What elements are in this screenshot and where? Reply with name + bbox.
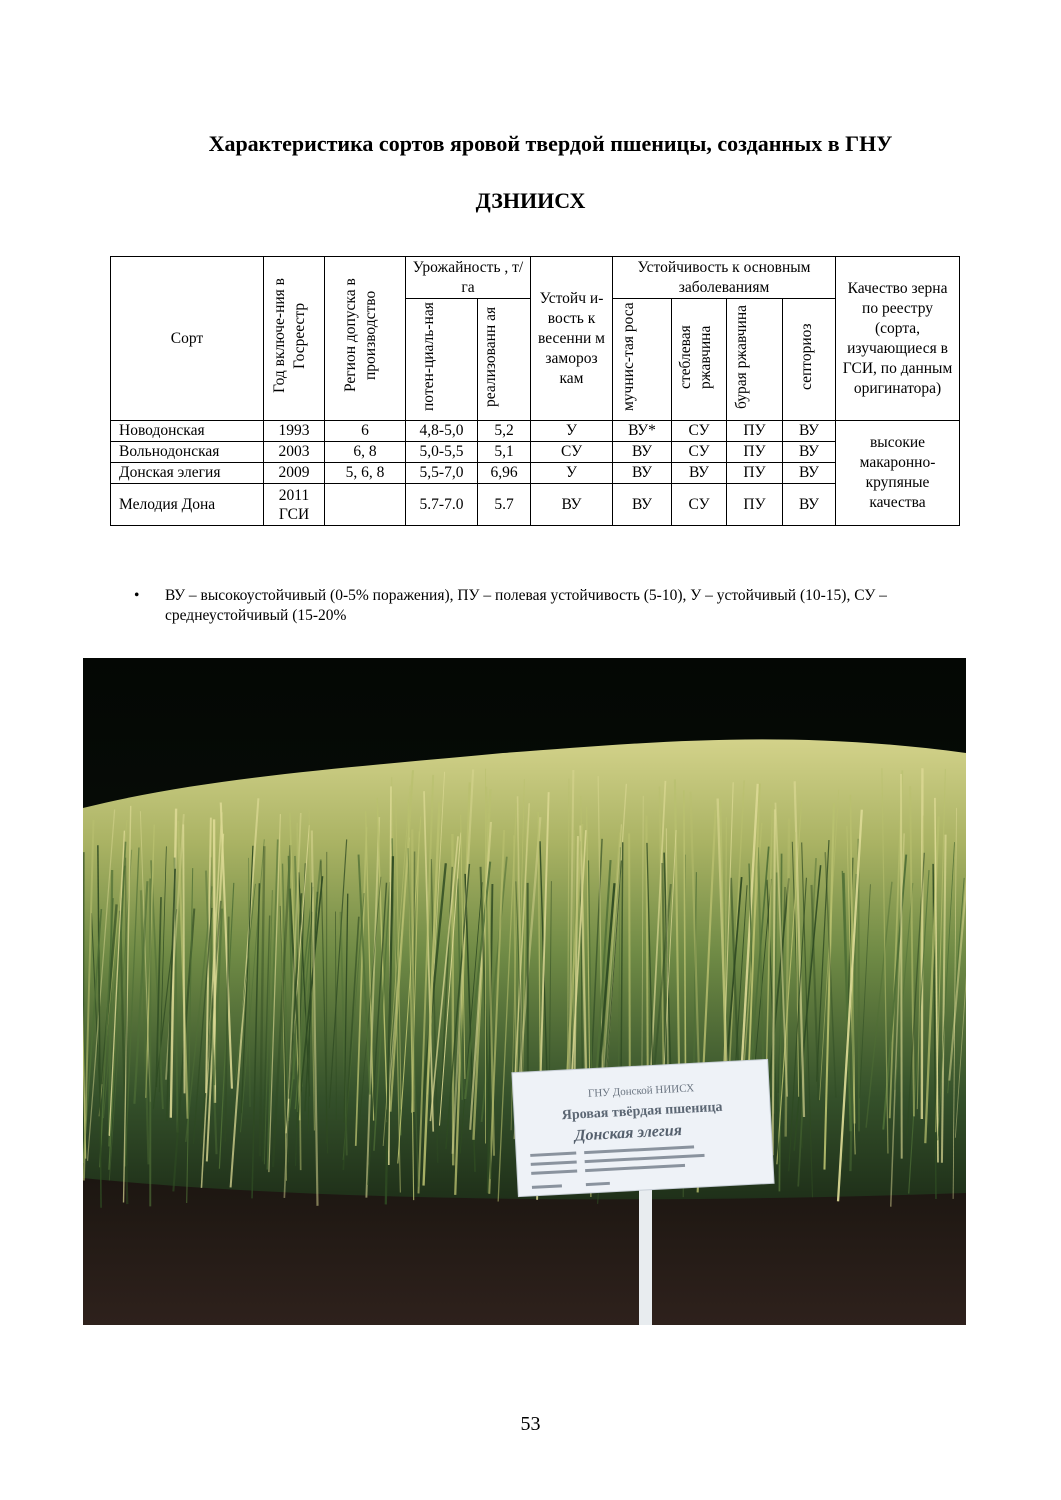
- document-title-institute: ДЗНИИСХ: [475, 188, 586, 213]
- header-variety: Сорт: [111, 257, 264, 421]
- septoria-cell: ВУ: [783, 463, 836, 484]
- header-yield-realized: реализованн ая: [478, 299, 531, 421]
- variety-name: Новодонская: [111, 421, 264, 442]
- yield-realized-cell: 5,2: [478, 421, 531, 442]
- variety-name: Донская элегия: [111, 463, 264, 484]
- sign-crop: Яровая твёрдая пшеница: [561, 1099, 723, 1124]
- sign-institute: ГНУ Донской НИИСХ: [587, 1082, 695, 1100]
- header-powdery-mildew: мучнис-тая роса: [613, 299, 672, 421]
- quality-cell: высокие макаронно-крупяные качества: [836, 421, 960, 526]
- region-cell: [325, 484, 406, 526]
- wheat-stalk: [922, 768, 923, 1119]
- legend-text: ВУ – высокоустойчивый (0-5% поражения), ПУ – полевая устойчивость (5-10), У – устойчивый (10-15), СУ – среднеустойчивый (15-20%: [165, 587, 887, 624]
- soil: [83, 1178, 966, 1325]
- brown-rust-cell: ПУ: [727, 484, 783, 526]
- year-cell: 2003: [264, 442, 325, 463]
- stem-rust-cell: СУ: [672, 442, 727, 463]
- header-septoria: септориоз: [783, 299, 836, 421]
- yield-potential-cell: 5.7-7.0: [406, 484, 478, 526]
- frost-cell: СУ: [531, 442, 613, 463]
- header-brown-rust: бурая ржавчина: [727, 299, 783, 421]
- mildew-cell: ВУ*: [613, 421, 672, 442]
- year-cell: [264, 484, 325, 526]
- bullet-icon: •: [134, 587, 140, 604]
- stem-rust-cell: ВУ: [672, 463, 727, 484]
- sign-variety: Донская элегия: [574, 1121, 683, 1145]
- table-row: [111, 484, 960, 526]
- brown-rust-cell: ПУ: [727, 421, 783, 442]
- yield-potential-cell: 4,8-5,0: [406, 421, 478, 442]
- yield-realized-cell: 5.7: [478, 484, 531, 526]
- table-row: [111, 421, 960, 442]
- header-disease-resistance: Устойчивость к основным заболеваниям: [613, 257, 836, 299]
- wheat-field-photo: [83, 658, 966, 1325]
- yield-potential-cell: 5,0-5,5: [406, 442, 478, 463]
- header-yield-potential: потен-циаль-ная: [406, 299, 478, 421]
- header-year: Год включе-ния в Госреестр: [264, 257, 325, 421]
- mildew-cell: ВУ: [613, 463, 672, 484]
- header-grain-quality: Качество зерна по реестру (сорта, изучающиеся в ГСИ, по данным оригинатора): [836, 257, 960, 421]
- table-row: [111, 463, 960, 484]
- brown-rust-cell: ПУ: [727, 442, 783, 463]
- year-value: 2011: [278, 486, 310, 504]
- yield-realized-cell: 5,1: [478, 442, 531, 463]
- frost-cell: У: [531, 421, 613, 442]
- varieties-table: [110, 256, 960, 526]
- year-cell: 2009: [264, 463, 325, 484]
- mildew-cell: ВУ: [613, 484, 672, 526]
- header-frost-resistance: Устойч и-вость к весенни м замороз кам: [531, 257, 613, 421]
- yield-realized-cell: 6,96: [478, 463, 531, 484]
- year-status: ГСИ: [278, 505, 310, 523]
- variety-name: Мелодия Дона: [111, 484, 264, 526]
- septoria-cell: ВУ: [783, 442, 836, 463]
- septoria-cell: ВУ: [783, 484, 836, 526]
- frost-cell: У: [531, 463, 613, 484]
- document-title: Характеристика сортов яровой твердой пшеницы, созданных в ГНУ: [208, 131, 893, 156]
- mildew-cell: ВУ: [613, 442, 672, 463]
- region-cell: 6, 8: [325, 442, 406, 463]
- table-row: [111, 442, 960, 463]
- region-cell: 5, 6, 8: [325, 463, 406, 484]
- year-cell: 1993: [264, 421, 325, 442]
- header-stem-rust: стеблевая ржавчина: [672, 299, 727, 421]
- variety-name: Вольнодонская: [111, 442, 264, 463]
- stem-rust-cell: СУ: [672, 421, 727, 442]
- brown-rust-cell: ПУ: [727, 463, 783, 484]
- header-yield: Урожайность , т/га: [406, 257, 531, 299]
- wheat-stalk: [183, 824, 184, 1093]
- yield-potential-cell: 5,5-7,0: [406, 463, 478, 484]
- frost-cell: ВУ: [531, 484, 613, 526]
- region-cell: 6: [325, 421, 406, 442]
- wheat-stalk: [901, 774, 902, 1159]
- septoria-cell: ВУ: [783, 421, 836, 442]
- page-number: 53: [520, 1413, 541, 1435]
- header-region: Регион допуска в производство: [325, 257, 406, 421]
- stem-rust-cell: СУ: [672, 484, 727, 526]
